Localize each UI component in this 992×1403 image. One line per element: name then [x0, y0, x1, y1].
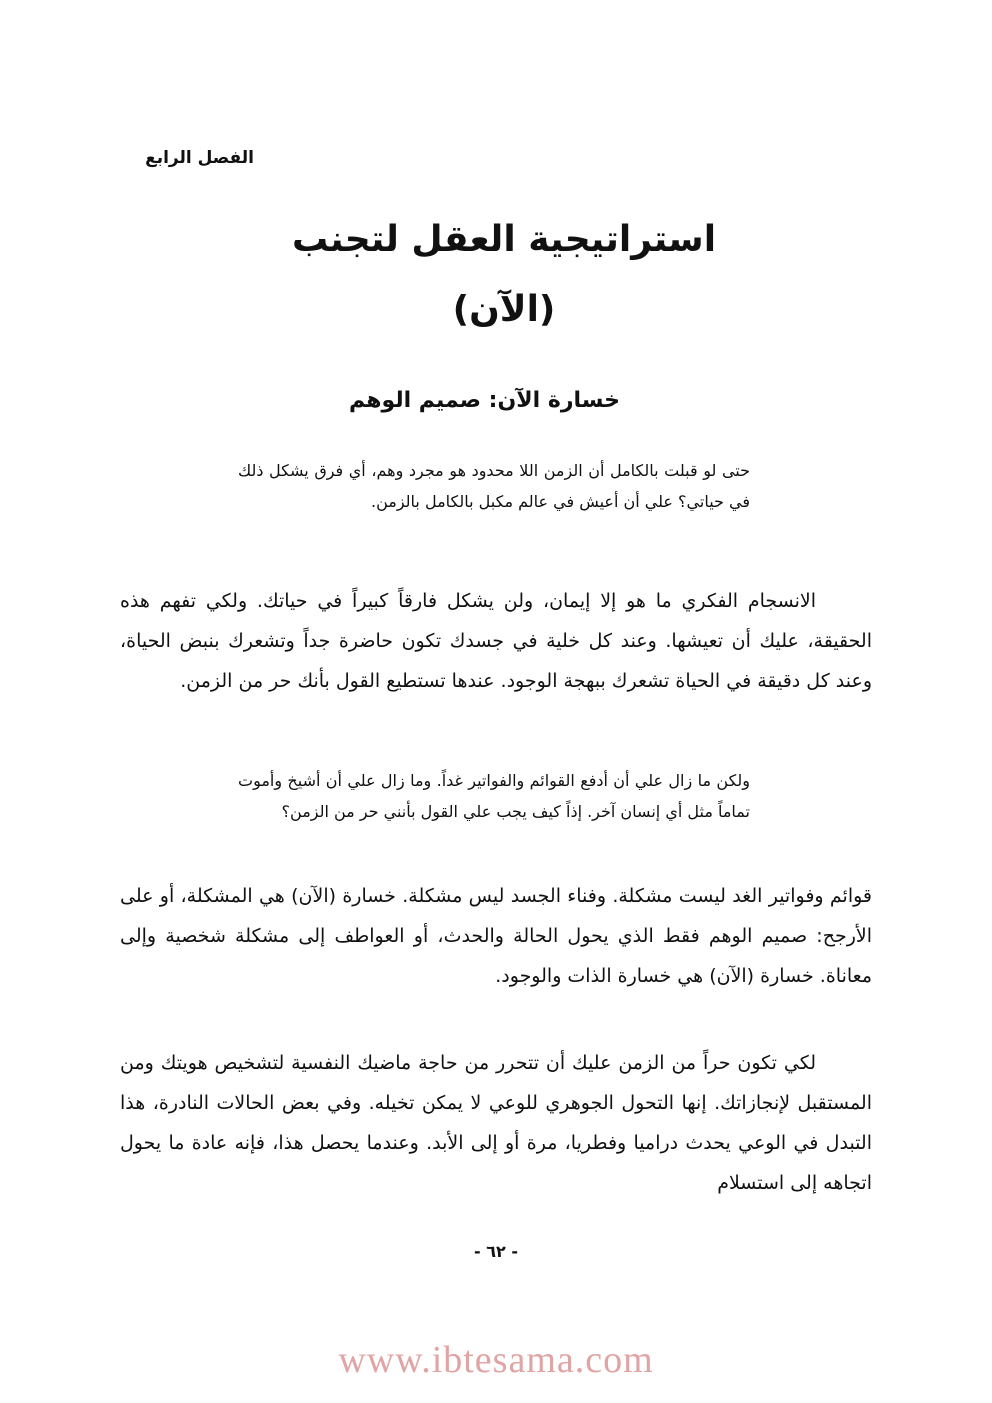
- quote-block: حتى لو قبلت بالكامل أن الزمن اللا محدود هو مجرد وهم، أي فرق يشكل ذلك في حياتي؟ علي أن أعيش في عالم مكبل بالكامل بالزمن.: [238, 461, 750, 511]
- body-paragraph: لكي تكون حراً من الزمن عليك أن تتحرر من حاجة ماضيك النفسية لتشخيص هويتك ومن المستقبل لإنجازاتك. إنها التحول الجوهري للوعي لا يمكن تخيله. وفي بعض الحالات النادرة، هذا التبدل في الوعي يحدث دراميا وفطريا، مرة أو إلى الأبد. وعندما يحصل هذا، فإنه عادة ما يحول اتجاهه إلى استسلام: [120, 1052, 872, 1194]
- quote-block: ولكن ما زال علي أن أدفع القوائم والفواتير غداً. وما زال علي أن أشيخ وأموت تماماً مثل أي إنسان آخر. إذاً كيف يجب علي القول بأنني حر من الزمن؟: [238, 771, 750, 821]
- chapter-label: الفصل الرابع: [145, 148, 254, 168]
- chapter-title-subline: (الآن): [452, 289, 556, 330]
- body-paragraph: قوائم وفواتير الغد ليست مشكلة. وفناء الجسد ليس مشكلة. خسارة (الآن) هي المشكلة، أو على الأرجح: صميم الوهم فقط الذي يحول الحالة والحدث، أو العواطف إلى مشكلة شخصية وإلى معاناة. خسارة (الآن) هي خسارة الذات والوجود.: [120, 885, 872, 987]
- site-watermark: www.ibtesama.com: [338, 1339, 654, 1381]
- page-number: - ٦٢ -: [474, 1242, 518, 1261]
- section-heading: خسارة الآن: صميم الوهم: [349, 388, 620, 413]
- chapter-title: استراتيجية العقل لتجنب: [291, 219, 717, 260]
- body-paragraph: الانسجام الفكري ما هو إلا إيمان، ولن يشكل فارقاً كبيراً في حياتك. ولكي تفهم هذه الحقيقة، عليك أن تعيشها. وعند كل خلية في جسدك تكون حاضرة جداً وتشعرك بنبض الحياة، وعند كل دقيقة في الحياة تشعرك ببهجة الوجود. عندها تستطيع القول بأنك حر من الزمن.: [120, 590, 872, 692]
